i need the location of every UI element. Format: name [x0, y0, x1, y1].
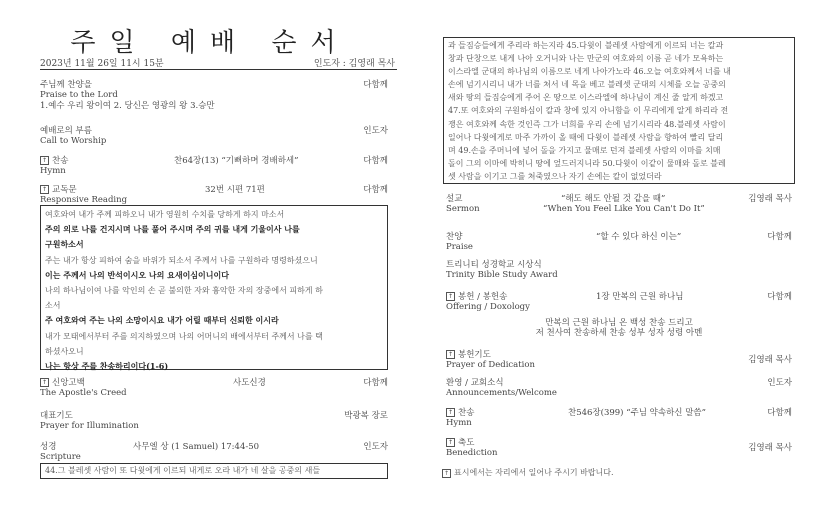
sermon-title-ko: “해도 해도 안될 것 같을 때”	[561, 194, 666, 204]
order-item-scripture	[40, 442, 388, 462]
item-title-en: Prayer of Dedication	[446, 360, 535, 370]
order-item-call-to-worship	[40, 126, 388, 146]
item-title-ko: 축도	[458, 438, 475, 448]
page-title: 주일 예배 순서	[70, 28, 350, 58]
doxology-number: 1장 만복의 근원 하나님	[596, 292, 684, 302]
item-title-ko: 봉헌기도	[458, 350, 491, 360]
responsive-reading-box	[40, 205, 388, 370]
item-title-ko: 설교	[446, 194, 463, 204]
reading-line: 주의 의로 나를 건지시며 나를 풀어 주시며 주의 귀를 내게 기울이사 나를	[45, 224, 300, 235]
scripture-line: 44.그 블레셋 사람이 또 다윗에게 이르되 내게로 오라 내가 네 살을 공중의 새들	[45, 466, 321, 475]
item-title-ko: 찬송	[52, 156, 69, 166]
scripture-box-start	[40, 463, 388, 479]
order-item-offering	[446, 292, 792, 312]
item-title-ko: 봉헌 / 봉헌송	[458, 292, 508, 302]
item-title-en: Hymn	[446, 418, 472, 428]
item-leader: 김영래 목사	[748, 443, 792, 453]
order-item-benediction	[446, 438, 792, 458]
service-date-line	[40, 56, 395, 69]
order-item-award	[446, 260, 792, 280]
scripture-line: 일어나 다윗에게로 마주 가까이 올 때에 다윗이 블레셋 사람을 향하여 빨리 달리	[448, 132, 724, 142]
item-leader: 김영래 목사	[748, 355, 792, 365]
scripture-line: 돌이 그의 이마에 박히니 땅에 엎드러지니라 50.다윗이 이같이 물매와 돌로 블레	[448, 158, 726, 168]
scripture-line: 47.또 여호와의 구원하심이 칼과 창에 있지 아니함을 이 무리에게 알게 하리라 전	[448, 106, 729, 116]
reading-line: 소서	[45, 301, 61, 311]
item-title-ko: 신앙고백	[52, 378, 85, 388]
item-leader: 다함께	[767, 292, 792, 302]
item-title-en: Scripture	[40, 452, 81, 462]
item-leader: 인도자	[767, 378, 792, 388]
item-title-en: Benediction	[446, 448, 498, 458]
scripture-line: 과 들짐승들에게 주리라 하는지라 45.다윗이 블레셋 사람에게 이르되 너는 칼과	[448, 41, 724, 50]
item-title-en: The Apostle's Creed	[40, 388, 127, 398]
item-leader: 김영래 목사	[748, 194, 792, 204]
reading-line: 이는 주께서 나의 반석이시오 나의 요새이심이니이다	[45, 269, 229, 280]
stand-icon: ↑	[447, 409, 454, 416]
order-item-hymn	[40, 156, 388, 176]
order-item-creed	[40, 378, 388, 398]
service-leader: 인도자 : 김영래 목사	[313, 59, 395, 69]
item-title-ko: 트리니티 성경학교 시상식	[446, 260, 542, 270]
item-leader: 인도자	[363, 126, 388, 136]
scripture-line: 며 49.손을 주머니에 넣어 돌을 가지고 물매로 던져 블레셋 사람의 이마를 치매	[448, 145, 721, 155]
item-title-ko: 주님께 찬양을	[40, 80, 92, 90]
hymn-number: 찬546장(399) “주님 약속하신 말씀”	[568, 408, 706, 418]
order-item-welcome	[446, 378, 792, 398]
doxology-lyric-1: 만복의 근원 하나님 온 백성 찬송 드리고	[545, 318, 693, 328]
scripture-line: 이스라엘 군대의 하나님의 이름으로 네게 나아가노라 46.오늘 여호와께서 너를 내	[448, 67, 731, 77]
item-title-en: Prayer for Illumination	[40, 421, 139, 431]
scripture-box-continued	[443, 37, 795, 184]
item-title-en: Praise to the Lord	[40, 90, 118, 100]
item-title-ko: 성경	[40, 442, 57, 452]
scripture-line: 셋 사람을 이기고 그를 쳐죽였으나 자기 손에는 칼이 없었더라	[448, 171, 662, 181]
service-date: 2023년 11월 26일 11시 15분	[40, 59, 164, 69]
item-leader: 인도자	[363, 442, 388, 452]
stand-icon: ↑	[447, 439, 454, 446]
item-leader: 다함께	[363, 378, 388, 388]
stand-icon: ↑	[41, 157, 48, 164]
reading-line: 구원하소서	[45, 239, 84, 250]
item-title-ko: 대표기도	[40, 411, 73, 421]
item-leader: 다함께	[363, 185, 388, 195]
item-title-ko: 찬양	[446, 232, 463, 242]
order-item-dedication	[446, 350, 792, 370]
item-leader: 다함께	[767, 232, 792, 242]
scripture-line: 창과 단창으로 내게 나아 오거니와 나는 만군의 여호와의 이름 곧 네가 모욕하는	[448, 54, 724, 64]
reading-line: 나의 하나님이여 나를 악인의 손 곧 불의한 자와 흉악한 자의 장중에서 피하게 하	[45, 286, 323, 296]
doxology-lyric-2: 저 천사여 찬송하세 찬송 성부 성자 성령 아멘	[535, 328, 703, 338]
item-title-ko: 환영 / 교회소식	[446, 378, 504, 388]
item-title-ko: 교독문	[52, 185, 77, 195]
stand-icon: ↑	[443, 469, 450, 477]
item-title-en: Offering / Doxology	[446, 302, 530, 312]
hymn-number: 찬64장(13) “기뻐하며 경배하세”	[174, 156, 299, 166]
item-title-en: Sermon	[446, 204, 480, 214]
item-leader: 다함께	[363, 80, 388, 90]
creed-name: 사도신경	[233, 378, 266, 388]
scripture-line: 새와 땅의 들짐승에게 주어 온 땅으로 이스라엘에 하나님이 계신 줄 알게 하겠고	[448, 93, 724, 103]
stand-icon: ↑	[41, 186, 48, 193]
item-leader: 다함께	[363, 156, 388, 166]
scripture-line: 손에 넘기시리니 내가 너를 쳐서 네 목을 베고 블레셋 군대의 시체를 오늘 공중의	[448, 80, 726, 90]
order-item-prayer	[40, 411, 388, 431]
reading-line: 내가 모태에서부터 주를 의지하였으며 나의 어머니의 배에서부터 주께서 나를 택	[45, 331, 323, 341]
stand-icon: ↑	[41, 379, 48, 386]
stand-footnote	[442, 467, 792, 478]
reading-line: 하셨사오니	[45, 346, 84, 356]
prelude-songs: 1.예수 우리 왕이여 2. 당신은 영광의 왕 3.승만	[40, 101, 215, 111]
scripture-line: 쟁은 여호와께 속한 것인즉 그가 너희를 우리 손에 넘기시리라 48.블레셋 사람이	[448, 119, 726, 129]
stand-icon: ↑	[447, 351, 454, 358]
item-title-en: Announcements/Welcome	[446, 388, 557, 398]
item-title-ko: 예배로의 부름	[40, 126, 92, 136]
order-item-sermon	[446, 194, 792, 214]
order-item-prelude	[40, 80, 388, 111]
item-leader: 박광복 장로	[344, 411, 388, 421]
header-divider	[40, 69, 397, 70]
item-title-en: Praise	[446, 242, 473, 252]
item-title-en: Call to Worship	[40, 136, 107, 146]
footnote-text: 표시에서는 자리에서 일어나 주시기 바랍니다.	[454, 468, 614, 477]
item-leader: 다함께	[767, 408, 792, 418]
praise-song: “할 수 있다 하신 이는”	[596, 232, 682, 242]
scripture-reference: 사무엘 상 (1 Samuel) 17:44-50	[133, 442, 260, 452]
item-title-en: Hymn	[40, 166, 66, 176]
stand-icon: ↑	[447, 293, 454, 300]
reading-number: 32번 시편 71편	[205, 185, 265, 195]
reading-line: 주 여호와여 주는 나의 소망이시요 내가 어릴 때부터 신뢰한 이시라	[45, 315, 279, 326]
order-item-closing-hymn	[446, 408, 792, 428]
sermon-title-en: “When You Feel Like You Can't Do It”	[543, 204, 705, 214]
item-title-en: Trinity Bible Study Award	[446, 270, 558, 280]
item-title-ko: 찬송	[458, 408, 475, 418]
order-item-praise	[446, 232, 792, 252]
reading-line: 주는 내가 항상 피하여 숨을 바위가 되소서 주께서 나를 구원하라 명령하셨으니	[45, 255, 318, 265]
reading-line: 나는 항상 주를 찬송하리이다(1-6)	[45, 361, 169, 372]
item-title-en: Responsive Reading	[40, 195, 128, 205]
order-item-responsive-reading	[40, 185, 388, 205]
reading-line: 여호와여 내가 주께 피하오니 내가 영원히 수치를 당하게 하지 마소서	[45, 210, 285, 219]
